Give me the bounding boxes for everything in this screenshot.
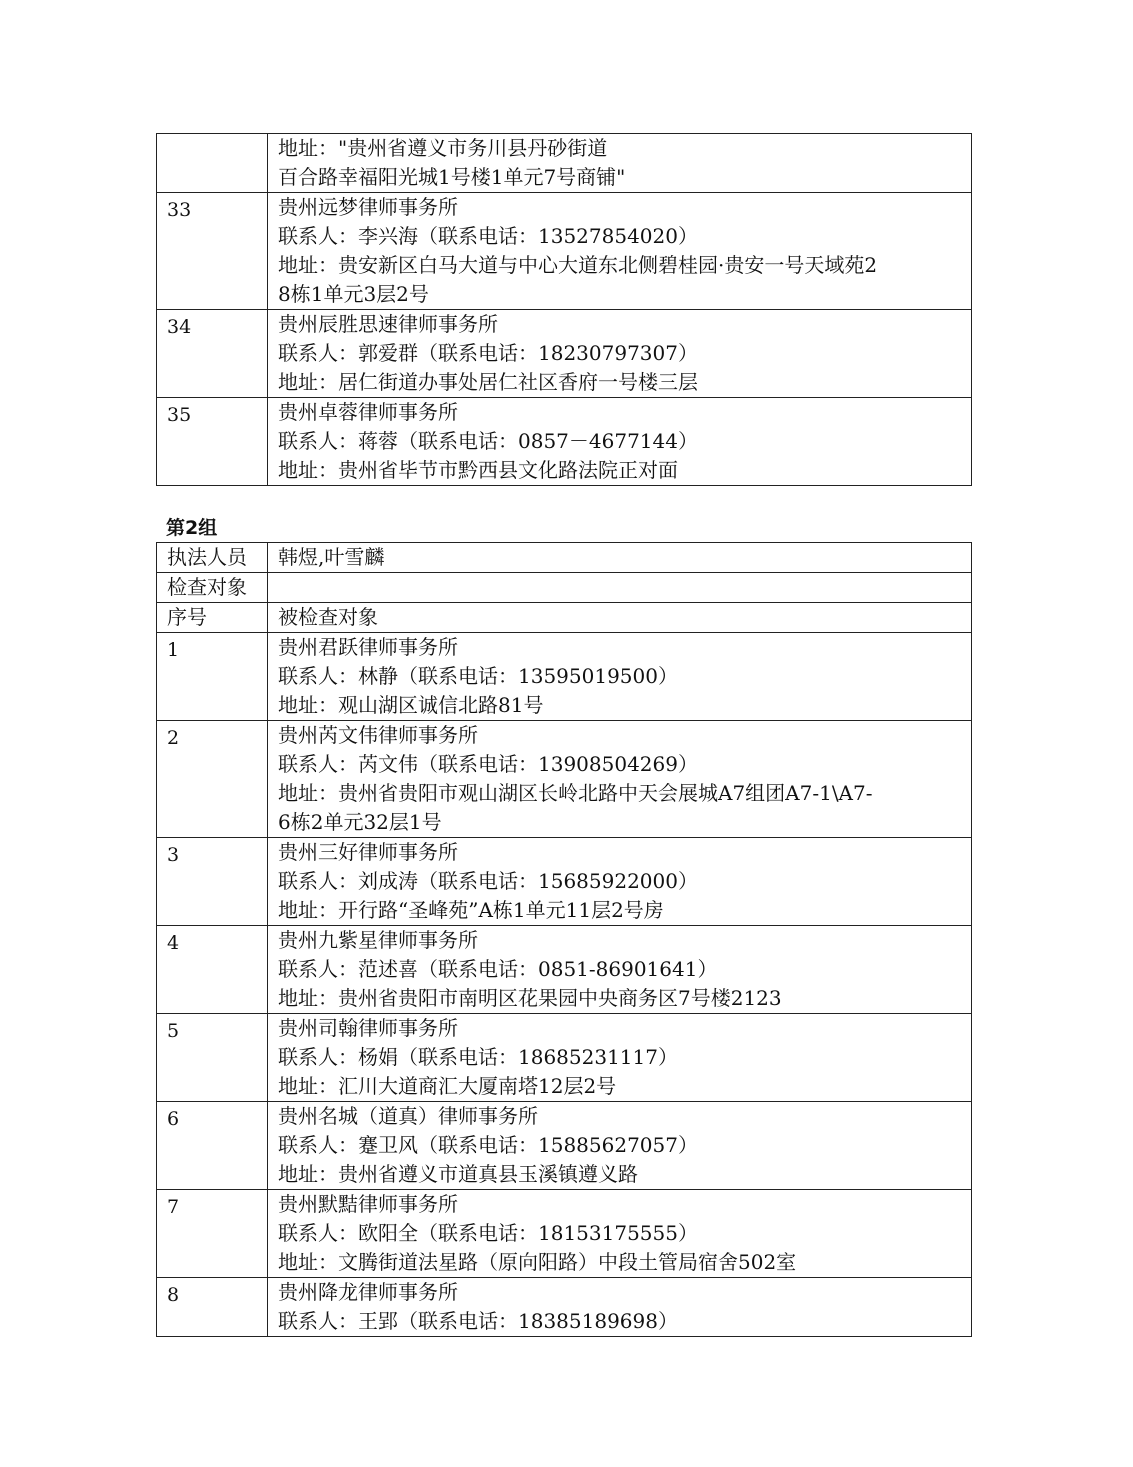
address-line: 6栋2单元32层1号: [278, 810, 442, 834]
group2-table: [156, 542, 972, 1337]
contact-line: 联系人：范述喜（联系电话：0851-86901641）: [278, 957, 718, 981]
table-row: [157, 721, 972, 838]
firm-name: 贵州降龙律师事务所: [278, 1280, 458, 1304]
firm-name: 贵州默黠律师事务所: [278, 1192, 458, 1216]
header-row-targets: [157, 573, 972, 603]
row-number: 3: [157, 838, 268, 926]
header-row-columns: [157, 603, 972, 633]
table-row: [157, 926, 972, 1014]
address-line: 地址：贵州省贵阳市南明区花果园中央商务区7号楼2123: [278, 986, 782, 1010]
firm-details: [268, 1014, 972, 1102]
address-line: 8栋1单元3层2号: [278, 282, 429, 306]
table-row: [157, 134, 972, 193]
address-line: 地址：文腾街道法星路（原向阳路）中段土管局宿舍502室: [278, 1250, 797, 1274]
row-number: 33: [157, 193, 268, 310]
row-number: 5: [157, 1014, 268, 1102]
row-number: 8: [157, 1278, 268, 1337]
header-label: 序号: [157, 603, 268, 633]
address-line: 地址：观山湖区诚信北路81号: [278, 693, 544, 717]
firm-details: [268, 926, 972, 1014]
firm-details: [268, 633, 972, 721]
contact-line: 联系人：蹇卫风（联系电话：15885627057）: [278, 1133, 698, 1157]
firm-details: [268, 398, 972, 486]
table-row: [157, 1102, 972, 1190]
header-label: 执法人员: [157, 543, 268, 573]
firm-details: [268, 193, 972, 310]
row-number: [157, 134, 268, 193]
header-value: 韩煜,叶雪麟: [268, 543, 972, 573]
header-row-officers: [157, 543, 972, 573]
address-line: 地址：贵安新区白马大道与中心大道东北侧碧桂园·贵安一号天域苑2: [278, 253, 878, 277]
address-line: 地址：居仁街道办事处居仁社区香府一号楼三层: [278, 370, 698, 394]
address-line: 地址：汇川大道商汇大厦南塔12层2号: [278, 1074, 617, 1098]
firm-name: 贵州九紫星律师事务所: [278, 928, 478, 952]
contact-line: 联系人：郭爱群（联系电话：18230797307）: [278, 341, 698, 365]
firm-details: [268, 1278, 972, 1337]
firm-name: 贵州君跃律师事务所: [278, 635, 458, 659]
firm-name: 贵州卓蓉律师事务所: [278, 400, 458, 424]
address-line: 地址：开行路“圣峰苑”A栋1单元11层2号房: [278, 898, 664, 922]
firm-name: 贵州辰胜思速律师事务所: [278, 312, 498, 336]
contact-line: 联系人：王郢（联系电话：18385189698）: [278, 1309, 678, 1333]
row-number: 7: [157, 1190, 268, 1278]
address-line: 百合路幸福阳光城1号楼1单元7号商铺": [278, 165, 626, 189]
table-row: [157, 310, 972, 398]
table-row: [157, 398, 972, 486]
row-number: 6: [157, 1102, 268, 1190]
table-row: [157, 633, 972, 721]
firm-details: [268, 838, 972, 926]
address-line: 地址：贵州省贵阳市观山湖区长岭北路中天会展城A7组团A7-1\A7-: [278, 781, 873, 805]
row-number: 2: [157, 721, 268, 838]
table-row: [157, 1014, 972, 1102]
header-label: 检查对象: [157, 573, 268, 603]
firm-details: [268, 721, 972, 838]
contact-line: 联系人：李兴海（联系电话：13527854020）: [278, 224, 698, 248]
firm-name: 贵州三好律师事务所: [278, 840, 458, 864]
address-line: 地址：贵州省遵义市道真县玉溪镇遵义路: [278, 1162, 638, 1186]
contact-line: 联系人：林静（联系电话：13595019500）: [278, 664, 678, 688]
contact-line: 联系人：杨娟（联系电话：18685231117）: [278, 1045, 678, 1069]
contact-line: 联系人：欧阳全（联系电话：18153175555）: [278, 1221, 698, 1245]
header-value: [268, 573, 972, 603]
firm-name: 贵州司翰律师事务所: [278, 1016, 458, 1040]
firm-details: [268, 1102, 972, 1190]
table-row: [157, 1190, 972, 1278]
contact-line: 联系人：芮文伟（联系电话：13908504269）: [278, 752, 698, 776]
address-line: 地址："贵州省遵义市务川县丹砂街道: [278, 136, 608, 160]
group-title: 第2组: [166, 517, 218, 539]
address-line: 地址：贵州省毕节市黔西县文化路法院正对面: [278, 458, 678, 482]
firm-details: [268, 134, 972, 193]
table-row: [157, 1278, 972, 1337]
contact-line: 联系人：刘成涛（联系电话：15685922000）: [278, 869, 698, 893]
firm-details: [268, 1190, 972, 1278]
contact-line: 联系人：蒋蓉（联系电话：0857－4677144）: [278, 429, 698, 453]
firm-name: 贵州芮文伟律师事务所: [278, 723, 478, 747]
row-number: 35: [157, 398, 268, 486]
header-value: 被检查对象: [268, 603, 972, 633]
firm-name: 贵州名城（道真）律师事务所: [278, 1104, 538, 1128]
firm-details: [268, 310, 972, 398]
table-row: [157, 838, 972, 926]
row-number: 34: [157, 310, 268, 398]
row-number: 1: [157, 633, 268, 721]
row-number: 4: [157, 926, 268, 1014]
table-row: [157, 193, 972, 310]
firm-name: 贵州远梦律师事务所: [278, 195, 458, 219]
firm-list-table-continued: [156, 133, 972, 486]
